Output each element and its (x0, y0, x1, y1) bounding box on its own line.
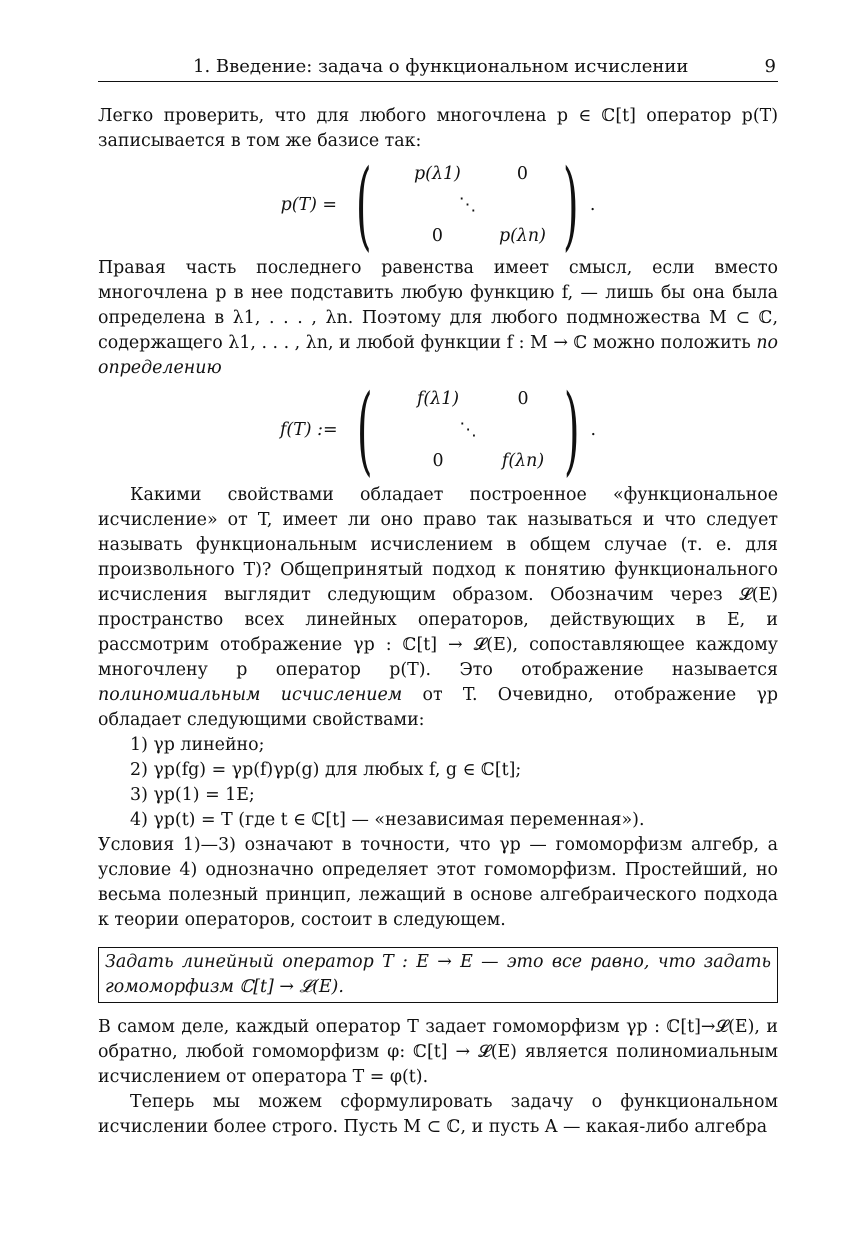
paragraph-5: В самом деле, каждый оператор T задает гомоморфизм γp : ℂ[t]→𝓛(E), и обратно, любой гомоморфизм φ: ℂ[t] → 𝓛(E) является полиномиальным исчислением от оператора T = φ(t). (98, 1017, 778, 1087)
list-item: 1) γp линейно; (130, 735, 265, 755)
matrix-cell: p(λn) (498, 226, 546, 246)
right-paren: ) (563, 374, 580, 486)
matrix-cell: 0 (516, 164, 528, 184)
principle-box: Задать линейный оператор T : E → E — это все равно, что задать гомоморфизм ℂ[t] → 𝓛(E). (98, 947, 778, 1003)
list-item: 2) γp(fg) = γp(f)γp(g) для любых f, g ∈ ℂ[t]; (130, 760, 522, 780)
matrix-formula-p (98, 149, 778, 261)
page-content (98, 56, 778, 1140)
formula-lhs: f(T) := (279, 420, 338, 440)
matrix-cell: f(λ1) (416, 389, 460, 409)
matrix-cell: f(λn) (501, 451, 545, 471)
formula-tail: . (590, 420, 596, 440)
list-item: 3) γp(1) = 1E; (130, 785, 255, 805)
right-paren: ) (563, 149, 580, 261)
paragraph-3-emphasis: полиномиальным исчислением (98, 685, 403, 705)
matrix-dots: ⋱ (459, 420, 477, 440)
matrix-formula-f (98, 374, 778, 486)
property-list (98, 733, 778, 833)
paragraph-1: Легко проверить, что для любого многочлена p ∈ ℂ[t] оператор p(T) записывается в том же базисе так: (98, 106, 778, 151)
paragraph-6: Теперь мы можем сформулировать задачу о функциональном исчислении более строго. Пусть M ⊂ ℂ, и пусть A — какая-либо алгебра (98, 1092, 778, 1137)
paragraph-2-emphasis: по определению (98, 333, 778, 378)
matrix (382, 158, 552, 252)
matrix-cell: 0 (517, 389, 529, 409)
paragraph-2-text: Правая часть последнего равенства имеет смысл, если вместо многочлена p в нее подставить любую функцию f, — лишь бы она была определена в λ1, . . . , λn. Поэтому для любого подмножества M ⊂ ℂ, содержащего λ1, . . . , λn, и любой функции f : M → ℂ можно положить (98, 258, 778, 353)
formula-tail: . (589, 195, 596, 215)
page-number: 9 (764, 56, 776, 77)
formula-lhs: p(T) = (280, 195, 337, 215)
matrix-cell: 0 (432, 451, 444, 471)
running-header (98, 56, 778, 82)
paragraph-3-text: Какими свойствами обладает построенное «функциональное исчисление» от T, имеет ли оно право так называться и что следует называть функциональным исчислением в общем случае (т. е. для произвольного T)? Общепринятый подход к понятию функционального исчисления выглядит следующим образом. Обозначим через 𝓛(E) пространство всех линейных операторов, действующих в E, и рассмотрим отображение γp : ℂ[t] → 𝓛(E), сопоставляющее каждому многочлену p оператор p(T). Это отображение называется (98, 485, 778, 680)
paragraph-3 (98, 483, 778, 733)
matrix-cell: p(λ1) (414, 164, 461, 184)
matrix-dots: ⋱ (458, 195, 477, 215)
left-paren: ( (356, 374, 373, 486)
paragraph-3-tail: от T. Очевидно, отображение γp обладает следующими свойствами: (98, 685, 778, 730)
paragraph-4: Условия 1)—3) означают в точности, что γp — гомоморфизм алгебр, а условие 4) однозначно определяет этот гомоморфизм. Простейший, но весьма полезный принцип, лежащий в основе алгебраического подхода к теории операторов, состоит в следующем. (98, 835, 778, 930)
matrix (383, 383, 553, 477)
header-title: 1. Введение: задача о функциональном исчислении (193, 56, 689, 77)
matrix-cell: 0 (431, 226, 443, 246)
list-item: 4) γp(t) = T (где t ∈ ℂ[t] — «независимая переменная»). (130, 810, 645, 830)
paragraph-2 (98, 256, 778, 381)
left-paren: ( (355, 149, 372, 261)
